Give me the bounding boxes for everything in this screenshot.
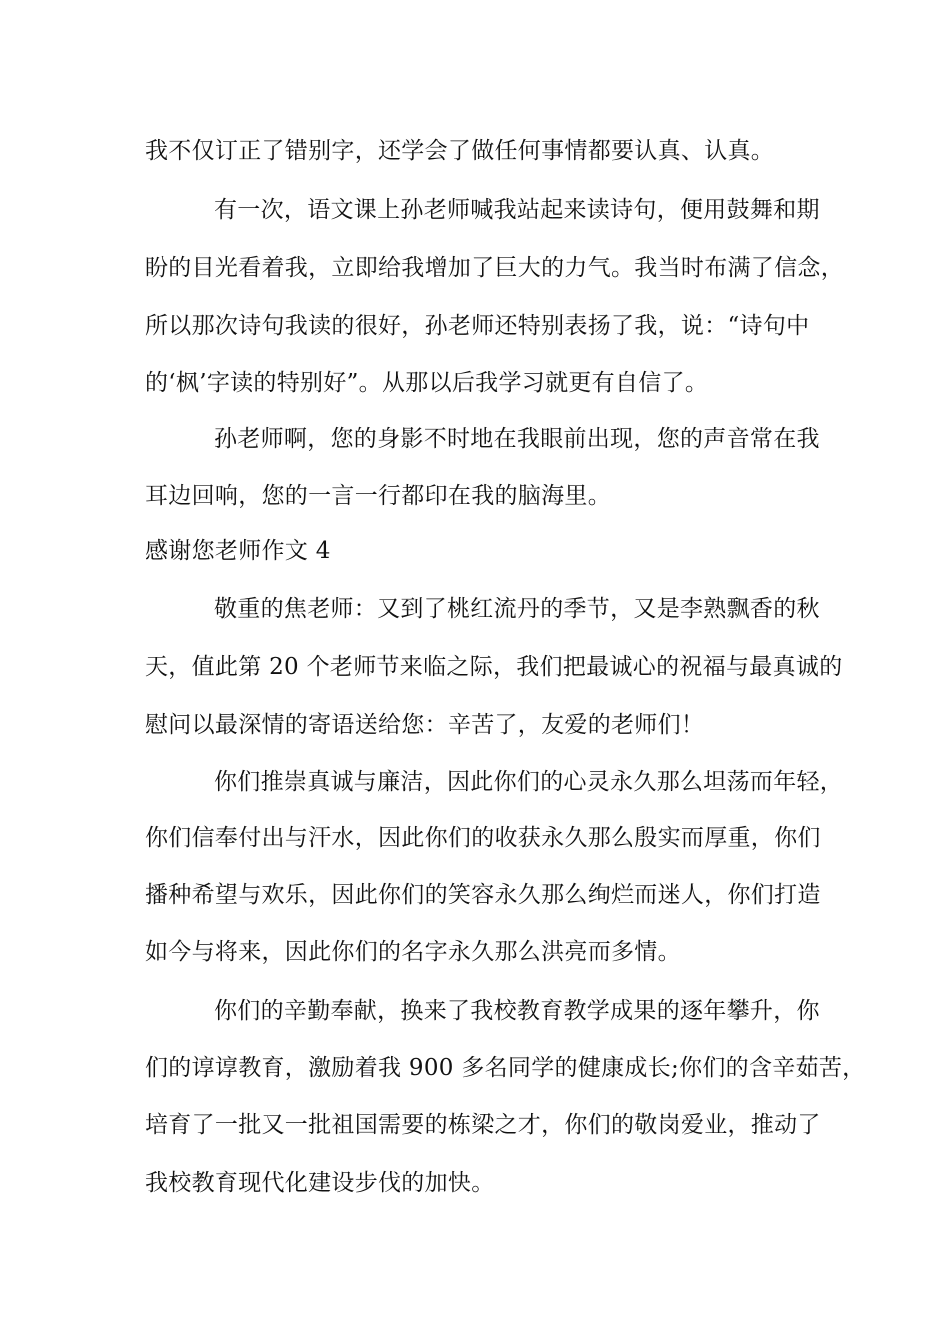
paragraph-start-line: 孙老师啊，您的身影不时地在我眼前出现，您的声音常在我 [214,426,820,452]
paragraph-start-line: 敬重的焦老师：又到了桃红流丹的季节，又是李熟飘香的秋 [214,596,820,622]
text-line: 培育了一批又一批祖国需要的栋梁之才，你们的敬岗爱业，推动了 [145,1112,821,1138]
text-line: 耳边回响，您的一言一行都印在我的脑海里。 [145,483,611,509]
paragraph-start-line: 你们推崇真诚与廉洁，因此你们的心灵永久那么坦荡而年轻， [214,769,844,795]
text-line: 你们信奉付出与汗水，因此你们的收获永久那么殷实而厚重，你们 [145,825,821,851]
paragraph-start-line: 有一次，语文课上孙老师喊我站起来读诗句，便用鼓舞和期 [214,197,820,223]
text-line: 我校教育现代化建设步伐的加快。 [145,1170,495,1196]
text-line: 们的谆谆教育，激励着我 900 多名同学的健康成长;你们的含辛茹苦， [145,1055,866,1081]
text-line: 天，值此第 20 个老师节来临之际，我们把最诚心的祝福与最真诚的 [145,654,843,680]
text-line: 盼的目光看着我，立即给我增加了巨大的力气。我当时布满了信念， [145,255,844,281]
text-line: 慰问以最深情的寄语送给您：辛苦了，友爱的老师们！ [145,712,705,738]
paragraph-start-line: 你们的辛勤奉献，换来了我校教育教学成果的逐年攀升，你 [214,998,820,1024]
text-line: 所以那次诗句我读的很好，孙老师还特别表扬了我，说：“诗句中 [145,313,810,339]
text-line: 播种希望与欢乐，因此你们的笑容永久那么绚烂而迷人，你们打造 [145,882,821,908]
text-line: 我不仅订正了错别字，还学会了做任何事情都要认真、认真。 [145,138,775,164]
text-line: 如今与将来，因此你们的名字永久那么洪亮而多情。 [145,939,681,965]
text-line: 的‘枫’字读的特别好”。从那以后我学习就更有自信了。 [145,370,709,396]
section-heading: 感谢您老师作文 4 [145,538,331,564]
